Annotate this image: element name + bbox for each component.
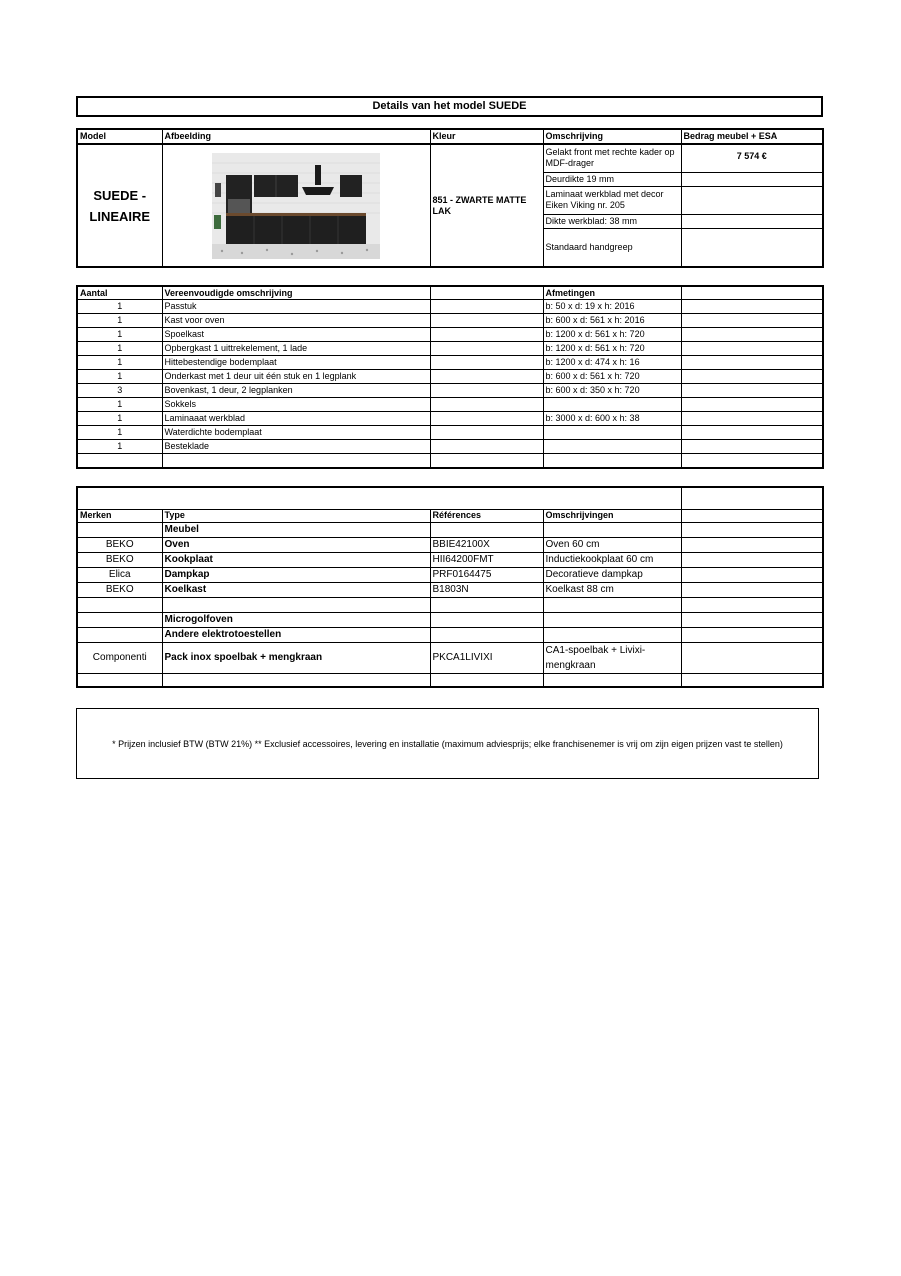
item-row: [77, 328, 823, 342]
price-empty-3: [681, 186, 823, 214]
item-dim: b: 600 x d: 561 x h: 720: [543, 370, 681, 384]
cell-empty: [430, 597, 543, 612]
item-row: [77, 440, 823, 454]
andere-elektrotoestellen-label: Andere elektrotoestellen: [162, 627, 430, 642]
header-type: Type: [162, 509, 430, 522]
header-merken: Merken: [77, 509, 162, 522]
cell-empty: [681, 673, 823, 687]
kitchen-image: [212, 153, 380, 259]
item-qty: 1: [77, 314, 162, 328]
item-row: [77, 370, 823, 384]
appliance-row: [77, 552, 823, 567]
item-empty: [430, 356, 543, 370]
cell-empty: [430, 673, 543, 687]
footnote-box: [76, 708, 819, 779]
item-qty: 3: [77, 384, 162, 398]
appliance-empty: [681, 582, 823, 597]
kitchen-image-cell: [162, 144, 430, 267]
header-bedrag: Bedrag meubel + ESA: [681, 129, 823, 144]
item-dim: b: 600 x d: 561 x h: 2016: [543, 314, 681, 328]
appliance-brand: Elica: [77, 567, 162, 582]
model-name-line1: SUEDE -: [93, 187, 147, 203]
item-desc: Hittebestendige bodemplaat: [162, 356, 430, 370]
item-empty: [430, 342, 543, 356]
appliance-type: Koelkast: [162, 582, 430, 597]
item-empty: [681, 454, 823, 469]
price: 7 574 €: [681, 144, 823, 172]
section-meubel: Meubel: [162, 522, 430, 537]
item-desc: Laminaaat werkblad: [162, 412, 430, 426]
item-dim: b: 1200 x d: 474 x h: 16: [543, 356, 681, 370]
item-row: [77, 426, 823, 440]
cell-empty: [681, 642, 823, 673]
appliance-type: Oven: [162, 537, 430, 552]
item-qty: 1: [77, 370, 162, 384]
item-row: [77, 300, 823, 314]
cell-empty: [681, 597, 823, 612]
appliance-desc: Inductiekookplaat 60 cm: [543, 552, 681, 567]
cell-empty: [543, 673, 681, 687]
item-qty: 1: [77, 426, 162, 440]
item-empty: [681, 356, 823, 370]
cell-empty: [77, 612, 162, 627]
item-dim: b: 3000 x d: 600 x h: 38: [543, 412, 681, 426]
description-4: Dikte werkblad: 38 mm: [543, 214, 681, 228]
cell-empty: [543, 522, 681, 537]
header-omschrijvingen: Omschrijvingen: [543, 509, 681, 522]
item-desc: Passtuk: [162, 300, 430, 314]
header-references: Références: [430, 509, 543, 522]
item-qty: 1: [77, 398, 162, 412]
item-qty: 1: [77, 356, 162, 370]
item-empty: [681, 370, 823, 384]
item-desc: Onderkast met 1 deur uit één stuk en 1 legplank: [162, 370, 430, 384]
blank-row: [77, 597, 823, 612]
item-empty: [430, 440, 543, 454]
item-empty: [430, 454, 543, 469]
item-dim: [543, 398, 681, 412]
model-name: [77, 144, 162, 267]
item-desc: [162, 454, 430, 469]
items-table: [76, 285, 824, 469]
item-row: [77, 356, 823, 370]
item-desc: Bovenkast, 1 deur, 2 legplanken: [162, 384, 430, 398]
appliance-empty: [681, 552, 823, 567]
appliance-brand: BEKO: [77, 537, 162, 552]
appliance-desc: Oven 60 cm: [543, 537, 681, 552]
item-dim: [543, 440, 681, 454]
item-qty: 1: [77, 300, 162, 314]
item-empty: [430, 314, 543, 328]
item-dim: b: 1200 x d: 561 x h: 720: [543, 328, 681, 342]
price-empty-2: [681, 172, 823, 186]
cell-empty: [77, 522, 162, 537]
item-empty: [430, 426, 543, 440]
item-empty: [681, 300, 823, 314]
item-desc: Waterdichte bodemplaat: [162, 426, 430, 440]
model-name-line2: LINEAIRE: [89, 208, 151, 224]
model-table-header: [77, 129, 823, 144]
cell-empty: [430, 627, 543, 642]
item-row: [77, 342, 823, 356]
header-empty: [681, 509, 823, 522]
microgolfoven-label: Microgolfoven: [162, 612, 430, 627]
item-dim: b: 1200 x d: 561 x h: 720: [543, 342, 681, 356]
component-type: Pack inox spoelbak + mengkraan: [162, 642, 430, 673]
component-desc-line2: mengkraan: [545, 659, 596, 671]
header-afmetingen: Afmetingen: [543, 286, 681, 300]
item-empty: [681, 384, 823, 398]
items-table-header: [77, 286, 823, 300]
appliance-type: Dampkap: [162, 567, 430, 582]
blank-row-end: [77, 673, 823, 687]
header-afbeelding: Afbeelding: [162, 129, 430, 144]
item-row: [77, 412, 823, 426]
page-title: Details van het model SUEDE: [76, 96, 823, 117]
item-qty: [77, 454, 162, 469]
item-empty: [681, 412, 823, 426]
item-empty: [681, 342, 823, 356]
appliance-ref: PRF0164475: [430, 567, 543, 582]
cell-empty: [77, 627, 162, 642]
appliance-empty: [681, 567, 823, 582]
description-5: Standaard handgreep: [543, 228, 681, 267]
appliance-empty: [681, 537, 823, 552]
item-empty: [681, 426, 823, 440]
header-empty-1: [430, 286, 543, 300]
item-desc: Sokkels: [162, 398, 430, 412]
cell-empty: [162, 673, 430, 687]
appliance-row: [77, 537, 823, 552]
component-desc-line1: CA1-spoelbak + Livixi-: [545, 644, 646, 656]
item-dim: [543, 454, 681, 469]
cell-empty: [430, 612, 543, 627]
item-empty: [430, 328, 543, 342]
description-2: Deurdikte 19 mm: [543, 172, 681, 186]
cell-empty: [77, 673, 162, 687]
cell-empty: [430, 522, 543, 537]
microgolf-row: [77, 612, 823, 627]
footnote-text: * Prijzen inclusief BTW (BTW 21%) ** Exclusief accessoires, levering en installatie (maximum adviesprijs; elke franchisenemer is vrij om zijn eigen prijzen vast te stellen): [112, 738, 783, 749]
header-kleur: Kleur: [430, 129, 543, 144]
appliance-row: [77, 582, 823, 597]
appliance-desc: Koelkast 88 cm: [543, 582, 681, 597]
item-empty: [430, 398, 543, 412]
item-dim: b: 600 x d: 350 x h: 720: [543, 384, 681, 398]
component-desc: [543, 642, 681, 673]
appliances-top-right: [681, 487, 823, 509]
description-3: Laminaat werkblad met decor Eiken Viking nr. 205: [543, 186, 681, 214]
header-empty-2: [681, 286, 823, 300]
header-aantal: Aantal: [77, 286, 162, 300]
model-table: [76, 128, 824, 268]
appliance-ref: HII64200FMT: [430, 552, 543, 567]
item-qty: 1: [77, 342, 162, 356]
item-dim: [543, 426, 681, 440]
description-1: Gelakt front met rechte kader op MDF-drager: [543, 144, 681, 172]
component-brand: Componenti: [77, 642, 162, 673]
item-empty: [681, 314, 823, 328]
component-row: [77, 642, 823, 673]
item-empty: [430, 300, 543, 314]
item-row: [77, 398, 823, 412]
item-empty: [430, 412, 543, 426]
appliance-brand: BEKO: [77, 582, 162, 597]
cell-empty: [681, 627, 823, 642]
appliances-table: [76, 486, 824, 688]
appliances-top-blank: [77, 487, 681, 509]
appliances-table-header: [77, 509, 823, 522]
appliance-brand: BEKO: [77, 552, 162, 567]
item-qty: 1: [77, 440, 162, 454]
appliance-desc: Decoratieve dampkap: [543, 567, 681, 582]
item-empty: [430, 370, 543, 384]
item-empty: [681, 440, 823, 454]
appliance-type: Kookplaat: [162, 552, 430, 567]
cell-empty: [162, 597, 430, 612]
andere-row: [77, 627, 823, 642]
header-model: Model: [77, 129, 162, 144]
component-ref: PKCA1LIVIXI: [430, 642, 543, 673]
cell-empty: [543, 612, 681, 627]
cell-empty: [681, 522, 823, 537]
item-empty: [681, 398, 823, 412]
appliance-ref: B1803N: [430, 582, 543, 597]
item-desc: Besteklade: [162, 440, 430, 454]
appliance-ref: BBIE42100X: [430, 537, 543, 552]
item-row: [77, 384, 823, 398]
color-cell: 851 - ZWARTE MATTE LAK: [430, 144, 543, 267]
item-empty: [430, 384, 543, 398]
cell-empty: [77, 597, 162, 612]
price-empty-4: [681, 214, 823, 228]
cell-empty: [543, 627, 681, 642]
item-desc: Spoelkast: [162, 328, 430, 342]
header-omschrijving: Omschrijving: [543, 129, 681, 144]
item-desc: Opbergkast 1 uittrekelement, 1 lade: [162, 342, 430, 356]
item-qty: 1: [77, 412, 162, 426]
price-empty-5: [681, 228, 823, 267]
item-dim: b: 50 x d: 19 x h: 2016: [543, 300, 681, 314]
appliance-row: [77, 567, 823, 582]
cell-empty: [543, 597, 681, 612]
cell-empty: [681, 612, 823, 627]
header-vereenvoudigde-omschrijving: Vereenvoudigde omschrijving: [162, 286, 430, 300]
appliances-top-row: [77, 487, 823, 509]
item-row: [77, 454, 823, 469]
item-empty: [681, 328, 823, 342]
item-row: [77, 314, 823, 328]
section-row-meubel: [77, 522, 823, 537]
item-qty: 1: [77, 328, 162, 342]
item-desc: Kast voor oven: [162, 314, 430, 328]
